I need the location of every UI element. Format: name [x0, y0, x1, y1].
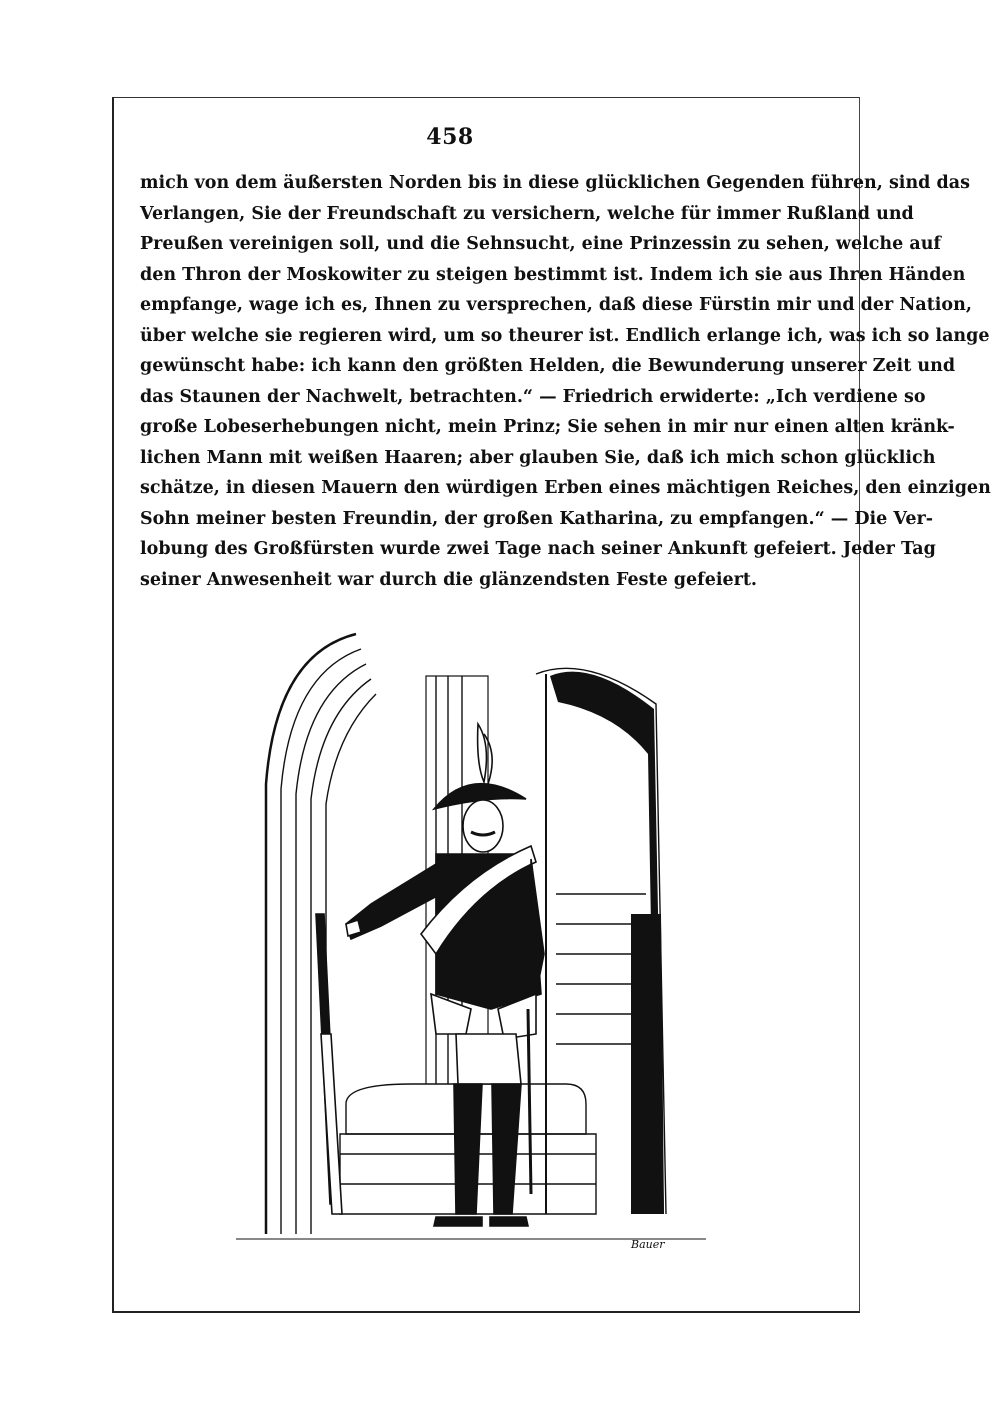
- body-text: [140, 168, 991, 595]
- text-line: gewünscht habe: ich kann den größten Helden, die Bewunderung unserer Zeit und: [140, 356, 956, 376]
- text-line: schätze, in diesen Mauern den würdigen Erben eines mächtigen Reiches, den einzigen: [140, 478, 991, 498]
- text-line: Sohn meiner besten Freundin, der großen Katharina, zu empfangen.“ — Die Ver-: [140, 508, 933, 529]
- text-line: den Thron der Moskowiter zu steigen bestimmt ist. Indem ich sie aus Ihren Händen: [140, 264, 966, 285]
- text-line: das Staunen der Nachwelt, betrachten.“ — Friedrich erwiderte: „Ich verdiene so: [140, 386, 926, 407]
- text-line: empfange, wage ich es, Ihnen zu versprechen, daß diese Fürstin mir und der Nation,: [140, 295, 972, 315]
- text-line: lichen Mann mit weißen Haaren; aber glauben Sie, daß ich mich schon glücklich: [140, 447, 936, 468]
- text-line: große Lobeserhebungen nicht, mein Prinz; Sie sehen in mir nur einen alten kränk-: [140, 417, 955, 437]
- text-line: seiner Anwesenheit war durch die glänzendsten Feste gefeiert.: [140, 569, 758, 590]
- artist-signature: Bauer: [631, 1238, 665, 1251]
- soldier-illustration: [236, 614, 716, 1274]
- text-line: Preußen vereinigen soll, und die Sehnsucht, eine Prinzessin zu sehen, welche auf: [140, 234, 941, 254]
- page-number: 458: [426, 124, 474, 150]
- text-line: lobung des Großfürsten wurde zwei Tage nach seiner Ankunft gefeiert. Jeder Tag: [140, 539, 936, 559]
- text-line: mich von dem äußersten Norden bis in diese glücklichen Gegenden führen, sind das: [140, 173, 970, 193]
- text-line: über welche sie regieren wird, um so theurer ist. Endlich erlange ich, was ich so lange: [140, 325, 990, 346]
- text-line: Verlangen, Sie der Freundschaft zu versichern, welche für immer Rußland und: [140, 203, 914, 224]
